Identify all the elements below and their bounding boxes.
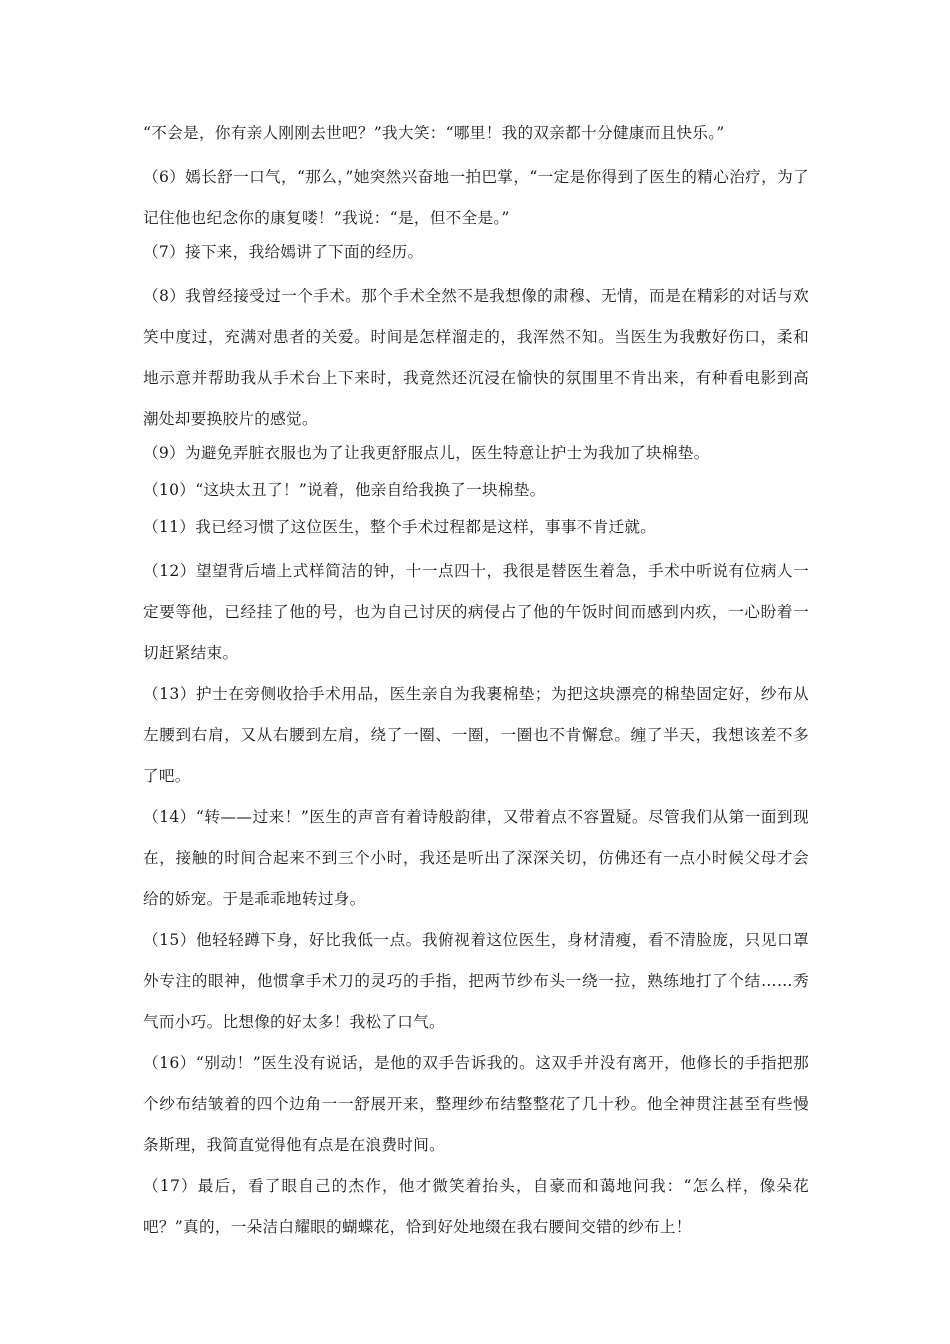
paragraph-7: （7）接下来，我给嫣讲了下面的经历。 xyxy=(143,243,424,261)
paragraph-12: （12）望望背后墙上式样简洁的钟，十一点四十，我很是替医生着急，手术中听说有位病人一定要等他，已经挂了他的号，也为自己讨厌的病侵占了他的午饭时间而感到内疚，一心盼着一切赶紧结束。 xyxy=(143,562,809,662)
article-body xyxy=(143,120,809,1248)
paragraph-5-end: “不会是，你有亲人刚刚去世吧？”我大笑：“哪里！我的双亲都十分健康而且快乐。” xyxy=(143,124,725,142)
paragraph-10: （10）“这块太丑了！”说着，他亲自给我换了一块棉垫。 xyxy=(143,481,546,499)
paragraph-15: （15）他轻轻蹲下身，好比我低一点。我俯视着这位医生，身材清瘦，看不清脸庞，只见口罩外专注的眼神，他惯拿手术刀的灵巧的手指，把两节纱布头一绕一拉，熟练地打了个结……秀气而小巧。比想像的好太多！我松了口气。 xyxy=(143,931,809,1031)
paragraph-6: （6）嫣长舒一口气，“那么，”她突然兴奋地一拍巴掌，“一定是你得到了医生的精心治疗，为了记住他也纪念你的康复喽！”我说：“是，但不全是。” xyxy=(143,168,809,227)
paragraph-9: （9）为避免弄脏衣服也为了让我更舒服点儿，医生特意让护士为我加了块棉垫。 xyxy=(143,444,710,462)
paragraph-8: （8）我曾经接受过一个手术。那个手术全然不是我想像的肃穆、无情，而是在精彩的对话与欢笑中度过，充满对患者的关爱。时间是怎样溜走的，我浑然不知。当医生为我敷好伤口，柔和地示意并帮助我从手术台上下来时，我竟然还沉浸在愉快的氛围里不肯出来，有种看电影到高潮处却要换胶片的感觉。 xyxy=(143,287,809,428)
paragraph-11: （11）我已经习惯了这位医生，整个手术过程都是这样，事事不肯迁就。 xyxy=(143,518,657,536)
paragraph-13: （13）护士在旁侧收拾手术用品，医生亲自为我裹棉垫；为把这块漂亮的棉垫固定好，纱布从左腰到右肩，又从右腰到左肩，绕了一圈、一圈，一圈也不肯懈怠。缠了半天，我想该差不多了吧。 xyxy=(143,685,809,785)
paragraph-14: （14）“转——过来！”医生的声音有着诗般韵律，又带着点不容置疑。尽管我们从第一面到现在，接触的时间合起来不到三个小时，我还是听出了深深关切，仿佛还有一点小时候父母才会给的娇宠。于是乖乖地转过身。 xyxy=(143,808,809,908)
paragraph-17: （17）最后，看了眼自己的杰作，他才微笑着抬头，自豪而和蔼地问我：“怎么样，像朵花吧？”真的，一朵洁白耀眼的蝴蝶花，恰到好处地缀在我右腰间交错的纱布上！ xyxy=(143,1177,809,1236)
paragraph-16: （16）“别动！”医生没有说话，是他的双手告诉我的。这双手并没有离开，他修长的手指把那个纱布结皱着的四个边角一一舒展开来，整理纱布结整整花了几十秒。他全神贯注甚至有些慢条斯理，我简直觉得他有点是在浪费时间。 xyxy=(143,1054,809,1154)
